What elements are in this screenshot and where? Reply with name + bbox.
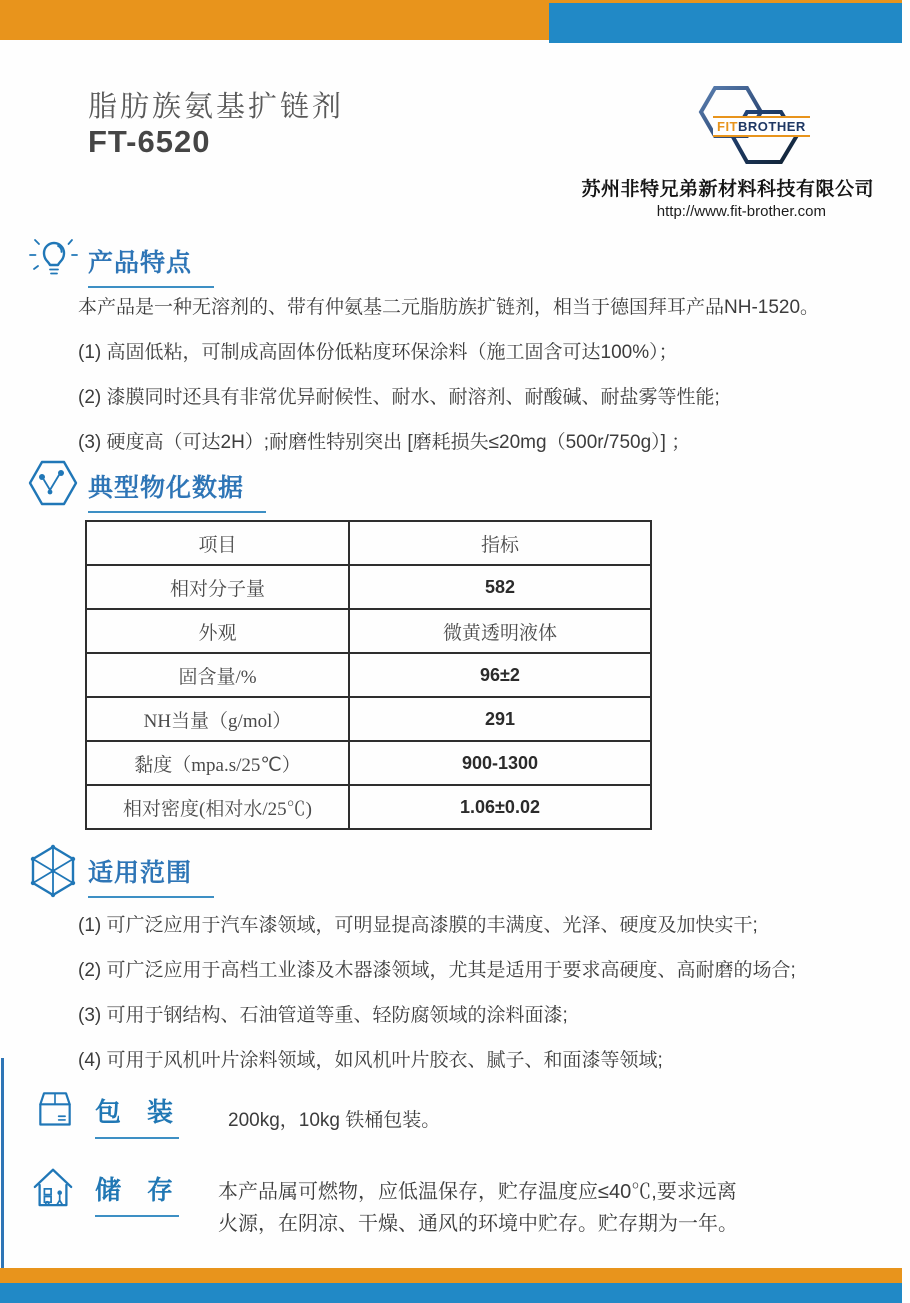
- features-intro: 本产品是一种无溶剂的、带有仲氨基二元脂肪族扩链剂，相当于德国拜耳产品NH-1520。: [78, 297, 820, 318]
- page-title: 脂肪族氨基扩链剂: [88, 91, 345, 123]
- scope-list: [78, 915, 796, 1071]
- packaging-text: 200kg，10kg 铁桶包装。: [228, 1110, 441, 1131]
- section-title-features: 产品特点: [88, 243, 214, 288]
- website-link[interactable]: http://www.fit-brother.com: [656, 203, 826, 220]
- logo-fit-text: FIT: [717, 119, 738, 134]
- table-row: [86, 653, 651, 697]
- scope-item: (4) 可用于风机叶片涂料领域，如风机叶片胶衣、腻子、和面漆等领域;: [78, 1050, 663, 1071]
- property-value: 96±2: [349, 653, 651, 697]
- table-row: [86, 565, 651, 609]
- property-name: 相对密度(相对水/25℃): [86, 785, 349, 829]
- scope-item: (3) 可用于钢结构、石油管道等重、轻防腐领域的涂料面漆;: [78, 1005, 568, 1026]
- table-header-item: 项目: [86, 521, 349, 565]
- property-value: 微黄透明液体: [349, 609, 651, 653]
- section-title-storage: 储 存: [95, 1170, 179, 1217]
- company-name: 苏州非特兄弟新材料科技有限公司: [581, 179, 874, 200]
- features-text: [78, 297, 819, 477]
- features-list: [78, 342, 819, 453]
- section-title-physdata: 典型物化数据: [88, 468, 266, 513]
- storage-line: 火源，在阴凉、干燥、通风的环境中贮存。贮存期为一年。: [218, 1213, 738, 1235]
- table-header-row: [86, 521, 651, 565]
- company-logo: [695, 78, 805, 174]
- top-blue-band: [549, 3, 902, 43]
- section-title-packaging: 包 装: [95, 1092, 179, 1139]
- package-box-icon: [33, 1086, 77, 1130]
- section-title-scope: 适用范围: [88, 853, 214, 898]
- property-name: 黏度（mpa.s/25℃）: [86, 741, 349, 785]
- property-value: 1.06±0.02: [349, 785, 651, 829]
- scope-item: (1) 可广泛应用于汽车漆领域，可明显提高漆膜的丰满度、光泽、硬度及加快实干;: [78, 915, 758, 936]
- property-value: 900-1300: [349, 741, 651, 785]
- scope-text: [78, 915, 796, 1095]
- table-row: [86, 741, 651, 785]
- property-name: 固含量/%: [86, 653, 349, 697]
- scope-item: (2) 可广泛应用于高档工业漆及木器漆领域，尤其是适用于要求高硬度、高耐磨的场合;: [78, 960, 796, 981]
- feature-item: (1) 高固低粘，可制成高固体份低粘度环保涂料（施工固含可达100%）；: [78, 342, 678, 363]
- logo-wordmark: [713, 116, 810, 137]
- table-header-value: 指标: [349, 521, 651, 565]
- feature-item: (2) 漆膜同时还具有非常优异耐候性、耐水、耐溶剂、耐酸碱、耐盐雾等性能;: [78, 387, 720, 408]
- logo-brother-text: BROTHER: [738, 119, 806, 134]
- property-value: 291: [349, 697, 651, 741]
- storage-lines: [218, 1176, 858, 1240]
- storage-text: [218, 1176, 858, 1240]
- wireframe-cube-icon: [25, 843, 81, 899]
- bottom-blue-band: [0, 1283, 902, 1303]
- property-name: NH当量（g/mol）: [86, 697, 349, 741]
- lightbulb-icon: [27, 231, 81, 287]
- physdata-table: [85, 520, 652, 830]
- left-accent-rule: [1, 1058, 4, 1268]
- table-row: [86, 785, 651, 829]
- storage-line: 本产品属可燃物，应低温保存，贮存温度应≤40℃,要求远离: [218, 1181, 737, 1203]
- molecule-hexagon-icon: [26, 458, 80, 508]
- property-value: 582: [349, 565, 651, 609]
- table-row: [86, 609, 651, 653]
- table-row: [86, 697, 651, 741]
- property-name: 外观: [86, 609, 349, 653]
- product-code: FT-6520: [88, 124, 211, 159]
- feature-item: (3) 硬度高（可达2H）;耐磨性特别突出 [磨耗损失≤20mg（500r/750g）] ；: [78, 432, 691, 453]
- property-name: 相对分子量: [86, 565, 349, 609]
- warehouse-icon: [30, 1164, 76, 1208]
- table-body: [86, 565, 651, 829]
- bottom-orange-band: [0, 1268, 902, 1283]
